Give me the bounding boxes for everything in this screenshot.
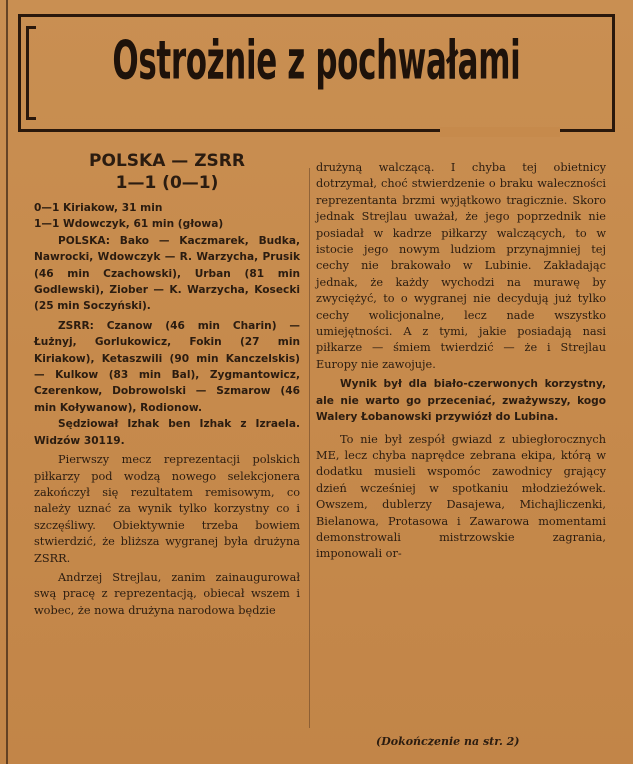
column-divider: [309, 168, 310, 728]
page-edge-rule: [6, 0, 8, 764]
headline: Ostrożnie z pochwałami: [112, 29, 521, 93]
headline-bracket: [26, 26, 36, 120]
bold-lead-paragraph: Wynik był dla biało-czerwonych korzystny, ale nie warto go przeceniać, zważywszy, kogo Walery Łobanowski przywiózł do Lubina.: [316, 378, 606, 424]
match-score: 1—1 (0—1): [115, 173, 219, 193]
headline-frame-gap: [440, 127, 560, 137]
referee-line: Sędziował Izhak ben Izhak z Izraela. Widzów 30119.: [34, 418, 300, 447]
article-paragraph: Andrzej Strejlau, zanim zainaugurował swą pracę z reprezentacją, obiecał wszem i wobec, że nowa drużyna narodowa będzie: [34, 570, 300, 617]
article-paragraph: Pierwszy mecz reprezentacji polskich piłkarzy pod wodzą nowego selekcjonera zakończył się rezultatem remisowym, co należy uznać za wynik tylko korzystny co i szczęśliwy. Obiektywnie trzeba bowiem stwierdzić, że bliższa wygranej była drużyna ZSRR.: [34, 453, 300, 565]
article-paragraph: To nie był zespół gwiazd z ubiegłorocznych ME, lecz chyba naprędce zebrana ekipa, którą w dodatku musieli wspomóc zawodnicy grający dzień wcześniej w spotkaniu młodzieżówek. Owszem, dublerzy Dasajewa, Michajliczenki, Bielanowa, Protasowa i Zawarowa momentami demonstrowali mistrzowskie zagrania, imponowali or-: [316, 432, 606, 561]
goal-line-1: 0—1 Kiriakow, 31 min: [34, 202, 163, 214]
polska-lineup: POLSKA: Bako — Kaczmarek, Budka, Nawrocki, Wdowczyk — R. Warzycha, Prusik (46 min Czachowski), Urban (81 min Godlewski), Ziober — K. Warzycha, Kosecki (25 min Soczyński).: [34, 234, 300, 313]
goal-line-2: 1—1 Wdowczyk, 61 min (głowa): [34, 218, 224, 231]
continuation-note: (Dokończenie na str. 2): [376, 735, 520, 748]
match-title: POLSKA — ZSRR: [89, 151, 245, 171]
right-column: [316, 160, 606, 563]
zssr-lineup: ZSRR: Czanow (46 min Charin) — Łużnyj, Gorlukowicz, Fokin (27 min Kiriakow), Ketaszwili (90 min Kanczelskis) — Kulkow (83 min Bal), Zygmantowicz, Czerenkow, Dobrowolski — Szmarow (46 min Koływanow), Rodionow.: [34, 319, 300, 414]
article-paragraph: drużyną walczącą. I chyba tej obietnicy dotrzymał, choć stwierdzenie o braku waleczności reprezentanta brzmi wyjątkowo tragicznie. Skoro jednak Strejlau uważał, że jego poprzednik nie posiadał w kadrze piłkarzy walczących, to w istocie jego nowym ludziom przynajmniej tej cechy nie brakowało w Lubinie. Zakładając jednak, że każdy wychodzi na murawę by zwyciężyć, to o wygranej nie decydują już tylko cechy wolicjonalne, lecz nade wszystko umiejętności. A z tymi, jakie posiadają nasi piłkarze — śmiem twierdzić — że i Strejlau Europy nie zawojuje.: [316, 161, 606, 371]
match-header: [34, 150, 300, 194]
left-column: [34, 150, 300, 619]
